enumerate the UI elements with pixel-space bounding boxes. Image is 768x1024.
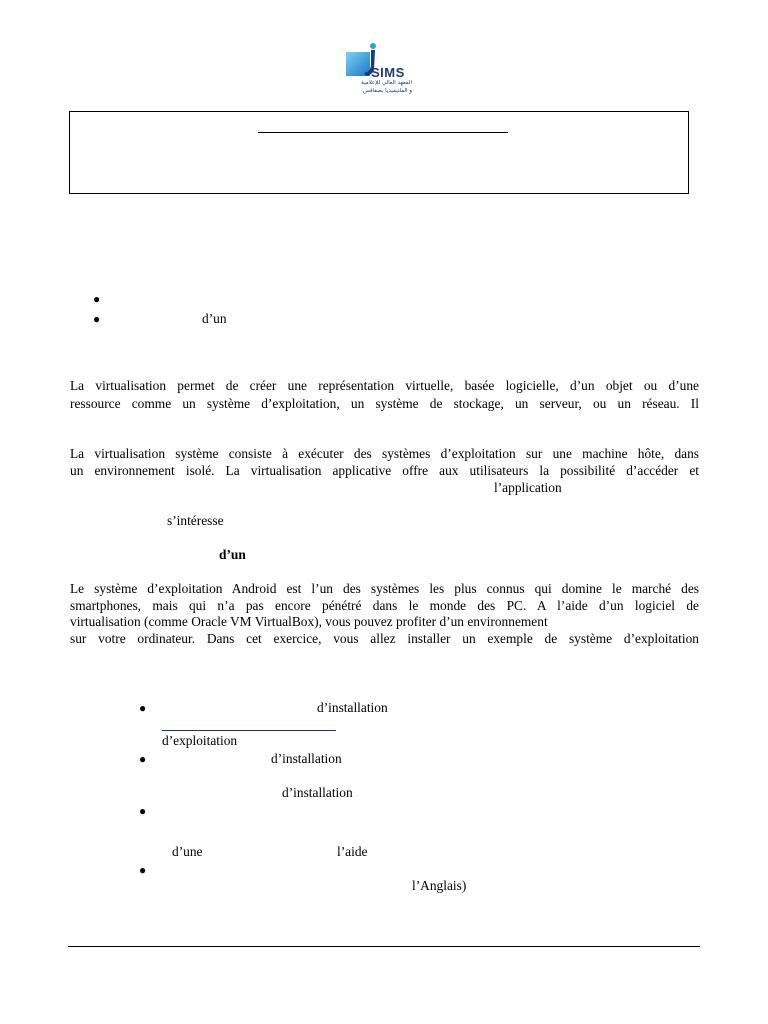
footer-divider xyxy=(68,946,700,947)
android-line-1: Le système d’exploitation Android est l’un des systèmes les plus connus qui domine le marché des xyxy=(70,581,699,596)
system-virt-line-2: un environnement isolé. La virtualisation applicative offre aux utilisateurs la possibilité d’accéder et xyxy=(70,463,699,478)
step-2-extra: d’installation xyxy=(282,785,353,800)
step-1-extra: d’exploitation xyxy=(162,733,238,748)
step-bullet-2: ● xyxy=(139,752,147,766)
step-3-extra-a: d’une xyxy=(172,844,203,859)
institution-logo xyxy=(344,42,414,96)
android-line-3: virtualisation (comme Oracle VM VirtualBox), vous pouvez profiter d’un environnement xyxy=(70,614,548,629)
android-line-4: sur votre ordinateur. Dans cet exercice, vous allez installer un exemple de système d’exploitation xyxy=(70,631,699,646)
intro-line-2: ressource comme un système d’exploitation, un système de stockage, un serveur, ou un réseau. Il xyxy=(70,396,699,411)
logo-subtitle-1: المعهد العالي للإعلامية xyxy=(361,80,412,86)
step-4-extra: l’Anglais) xyxy=(412,878,467,893)
system-virt-line-3: l’application xyxy=(494,480,562,495)
step-1-text: d’installation xyxy=(317,700,388,715)
logo-subtitle-2: و الملتيميديا بصفاقس xyxy=(362,88,412,94)
step-3-extra-b: l’aide xyxy=(337,844,368,859)
download-link[interactable] xyxy=(162,730,336,731)
section-title: d’un xyxy=(219,547,246,562)
interest-text: s’intéresse xyxy=(167,513,224,528)
step-bullet-4: ● xyxy=(139,863,147,877)
logo-name: SIMS xyxy=(371,65,405,80)
step-bullet-3: ● xyxy=(139,804,147,818)
title-underline xyxy=(258,132,508,133)
objective-item-2: d’un xyxy=(202,311,227,326)
objective-bullet-1: ● xyxy=(93,292,101,306)
intro-line-1: La virtualisation permet de créer une représentation virtuelle, basée logicielle, d’un objet ou d’une xyxy=(70,378,699,393)
android-line-2: smartphones, mais qui n’a pas encore pénétré dans le monde des PC. A l’aide d’un logiciel de xyxy=(70,598,699,613)
objective-bullet-2: ● xyxy=(93,312,101,326)
step-bullet-1: ● xyxy=(139,701,147,715)
step-2-text: d’installation xyxy=(271,751,342,766)
title-box xyxy=(69,111,689,194)
system-virt-line-1: La virtualisation système consiste à exécuter des systèmes d’exploitation sur une machine hôte, dans xyxy=(70,446,699,461)
